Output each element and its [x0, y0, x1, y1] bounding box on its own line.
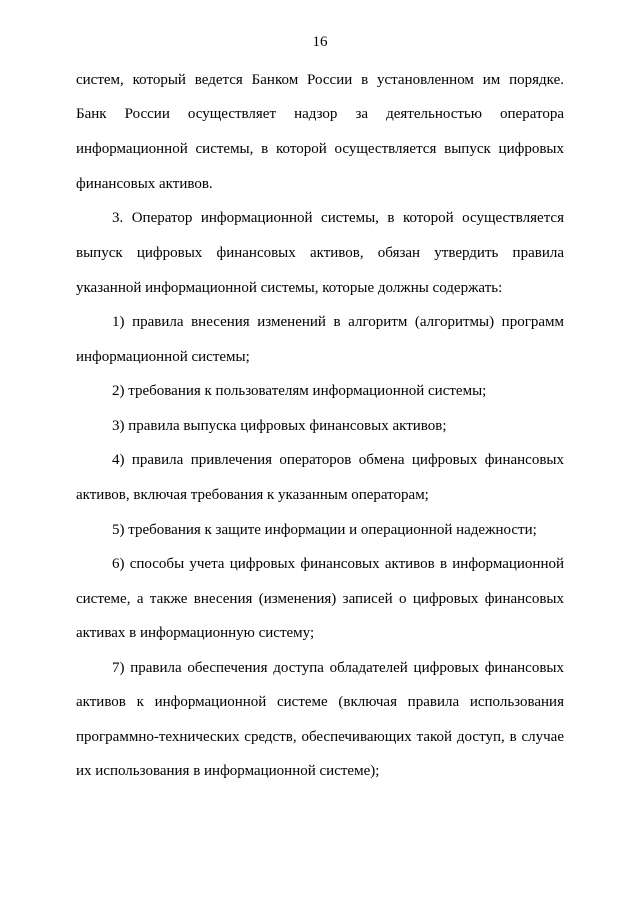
text-line: Банк России осуществляет надзор за деятельностью оператора [76, 106, 564, 122]
text-line: систем, который ведется Банком России в установленном им порядке. [76, 72, 564, 88]
text-line: 3) правила выпуска цифровых финансовых активов; [112, 418, 447, 434]
text-line: активах в информационную систему; [76, 625, 315, 641]
text-line: выпуск цифровых финансовых активов, обязан утвердить правила [76, 245, 564, 261]
text-line: программно-технических средств, обеспечивающих такой доступ, в случае [76, 729, 564, 745]
page-number: 16 [312, 34, 328, 50]
text-line: системе, а также внесения (изменения) записей о цифровых финансовых [76, 591, 564, 607]
text-line: 1) правила внесения изменений в алгоритм (алгоритмы) программ [112, 314, 564, 330]
text-line: информационной системы; [76, 349, 250, 365]
text-line: активов к информационной системе (включая правила использования [76, 694, 564, 710]
text-line: 4) правила привлечения операторов обмена цифровых финансовых [112, 452, 564, 468]
text-line: 2) требования к пользователям информационной системы; [112, 383, 487, 399]
text-line: их использования в информационной системе); [76, 763, 380, 779]
text-line: финансовых активов. [76, 176, 213, 192]
text-line: 7) правила обеспечения доступа обладателей цифровых финансовых [112, 660, 564, 676]
text-line: 5) требования к защите информации и операционной надежности; [112, 522, 537, 538]
text-line: информационной системы, в которой осуществляется выпуск цифровых [76, 141, 564, 157]
text-line: 3. Оператор информационной системы, в которой осуществляется [112, 210, 564, 226]
text-line: указанной информационной системы, которые должны содержать: [76, 280, 503, 296]
text-line: 6) способы учета цифровых финансовых активов в информационной [112, 556, 564, 572]
text-line: активов, включая требования к указанным операторам; [76, 487, 429, 503]
